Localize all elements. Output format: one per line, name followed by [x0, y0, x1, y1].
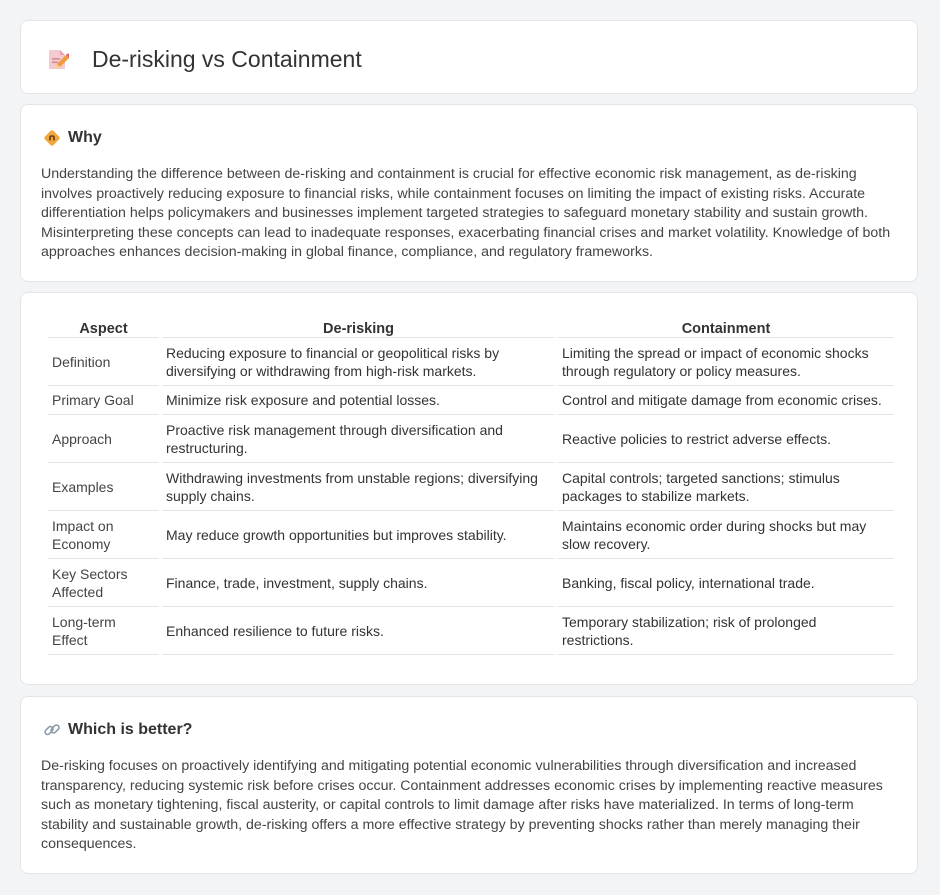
row-aspect: Key Sectors Affected	[48, 559, 159, 607]
row-aspect: Impact on Economy	[48, 511, 159, 559]
table-row	[48, 607, 894, 655]
diamond-sign-icon	[43, 129, 61, 147]
comparison-section	[20, 292, 918, 685]
table-row	[48, 338, 894, 386]
why-heading: Why	[68, 129, 102, 146]
why-body: Understanding the difference between de-risking and containment is crucial for effective economic risk management, as de-risking involves proactively reducing exposure to financial risks, while containment focuses on limiting the impact of existing risks. Accurate differentiation helps policymakers and businesses implement targeted strategies to safeguard monetary stability and sustain growth. Misinterpreting these concepts can lead to inadequate responses, exacerbating financial crises and market volatility. Knowledge of both approaches enhances decision-making in global finance, compliance, and regulatory frameworks.	[41, 166, 891, 261]
better-body: De-risking focuses on proactively identifying and mitigating potential economic vulnerabilities through diversification and increased transparency, reducing systemic risk before crises occur. Containment addresses economic crises by implementing reactive measures such as monetary tightening, fiscal austerity, or capital controls to limit damage after risks have materialized. In terms of long-term stability and sustainable growth, de-risking offers a more effective strategy by preventing shocks rather than merely managing their consequences.	[41, 758, 883, 853]
row-aspect: Examples	[48, 463, 159, 511]
which-is-better-section	[20, 696, 918, 874]
table-row	[48, 386, 894, 415]
table-row	[48, 415, 894, 463]
link-icon	[43, 721, 61, 739]
table-row	[48, 463, 894, 511]
header-aspect: Aspect	[48, 315, 159, 338]
row-derisking: Enhanced resilience to future risks.	[162, 607, 555, 655]
page-title: De-risking vs Containment	[92, 46, 362, 72]
row-containment: Capital controls; targeted sanctions; stimulus packages to stabilize markets.	[558, 463, 894, 511]
row-derisking: Reducing exposure to financial or geopolitical risks by diversifying or withdrawing from high-risk markets.	[162, 338, 555, 386]
table-row	[48, 511, 894, 559]
row-containment: Maintains economic order during shocks but may slow recovery.	[558, 511, 894, 559]
row-containment: Banking, fiscal policy, international trade.	[558, 559, 894, 607]
row-containment: Limiting the spread or impact of economic shocks through regulatory or policy measures.	[558, 338, 894, 386]
table-header-row	[48, 315, 894, 338]
row-aspect: Definition	[48, 338, 159, 386]
row-aspect: Approach	[48, 415, 159, 463]
document-pencil-icon	[47, 47, 69, 71]
better-heading: Which is better?	[68, 721, 193, 738]
header-containment: Containment	[558, 315, 894, 338]
why-section	[20, 104, 918, 282]
header-derisking: De-risking	[162, 315, 555, 338]
row-containment: Control and mitigate damage from economic crises.	[558, 386, 894, 415]
comparison-table	[45, 315, 897, 655]
row-aspect: Primary Goal	[48, 386, 159, 415]
row-derisking: Withdrawing investments from unstable regions; diversifying supply chains.	[162, 463, 555, 511]
row-aspect: Long-term Effect	[48, 607, 159, 655]
row-derisking: Minimize risk exposure and potential losses.	[162, 386, 555, 415]
row-containment: Temporary stabilization; risk of prolonged restrictions.	[558, 607, 894, 655]
row-derisking: Proactive risk management through diversification and restructuring.	[162, 415, 555, 463]
row-containment: Reactive policies to restrict adverse effects.	[558, 415, 894, 463]
table-row	[48, 559, 894, 607]
title-card	[20, 20, 918, 94]
row-derisking: May reduce growth opportunities but improves stability.	[162, 511, 555, 559]
row-derisking: Finance, trade, investment, supply chains.	[162, 559, 555, 607]
